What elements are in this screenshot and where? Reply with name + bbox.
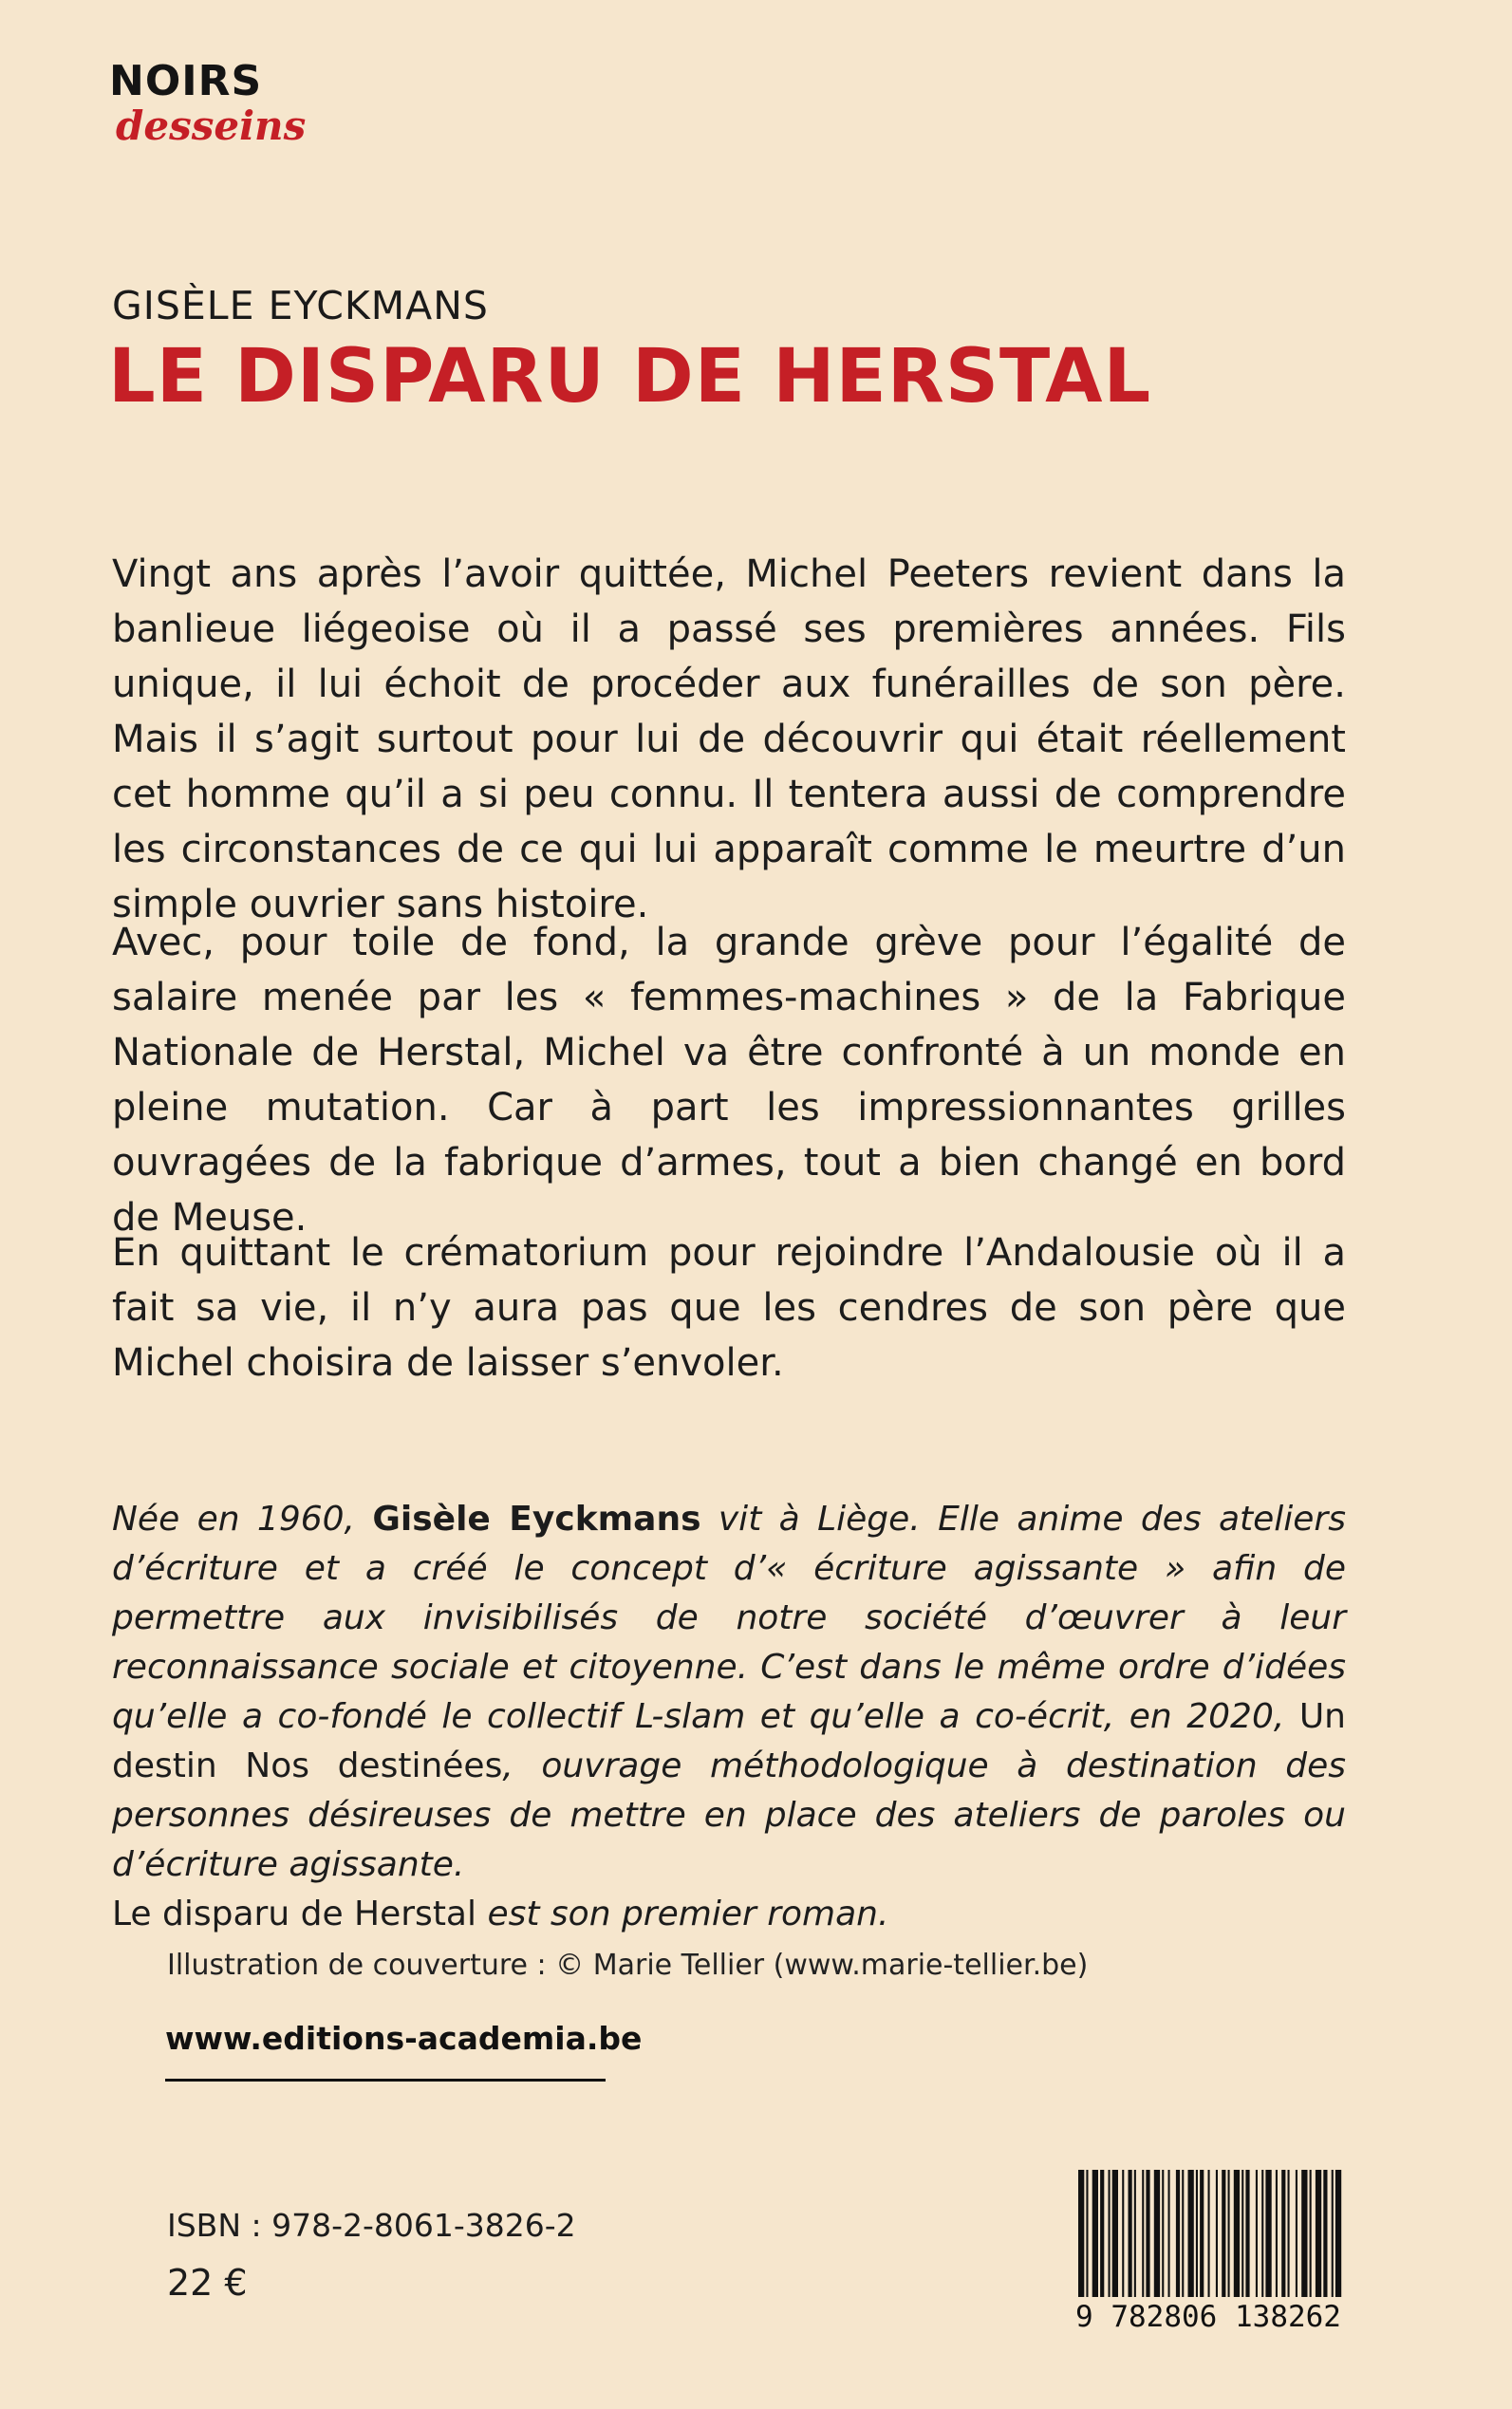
barcode-bar xyxy=(1109,2170,1111,2297)
barcode-bar xyxy=(1265,2170,1271,2297)
barcode-bar xyxy=(1222,2170,1225,2297)
barcode-bar xyxy=(1261,2170,1263,2297)
synopsis-paragraph-2: Avec, pour toile de fond, la grande grève pour l’égalité de salaire menée par les « femmes-machines » de la Fabrique Nationale de Herstal, Michel va être confronté à un monde en pleine mutation. Car à part les impressionnantes grilles ouvragées de la fabrique d’armes, tout a bien changé en bord de Meuse. xyxy=(112,921,1346,1240)
barcode-bar xyxy=(1241,2170,1243,2297)
barcode-bar xyxy=(1323,2170,1327,2297)
publisher-logo-desseins: desseins xyxy=(116,103,307,149)
barcode-bar xyxy=(1154,2170,1160,2297)
cover-illustration-credit: Illustration de couverture : © Marie Tellier (www.marie-tellier.be) xyxy=(167,1949,1089,1982)
bio-author-name: Gisèle Eyckmans xyxy=(372,1500,701,1539)
barcode-bar xyxy=(1142,2170,1144,2297)
barcode-bar xyxy=(1168,2170,1170,2297)
barcode-bar xyxy=(1078,2170,1084,2297)
barcode-bar xyxy=(1196,2170,1198,2297)
barcode-bar xyxy=(1092,2170,1098,2297)
barcode-bar xyxy=(1281,2170,1285,2297)
barcode-bar xyxy=(1234,2170,1240,2297)
bio-last-line xyxy=(112,1890,1346,1939)
barcode-bar xyxy=(1134,2170,1136,2297)
barcode-bar xyxy=(1316,2170,1321,2297)
barcode-digits: 9 782806 138262 xyxy=(1075,2300,1341,2334)
barcode-bar xyxy=(1146,2170,1149,2297)
isbn-label: ISBN : 978-2-8061-3826-2 xyxy=(167,2207,576,2244)
barcode-bar xyxy=(1216,2170,1218,2297)
author-bio xyxy=(112,1495,1346,1939)
website-underline xyxy=(165,2079,606,2082)
barcode-bars-icon xyxy=(1071,2166,1346,2299)
barcode-bar xyxy=(1228,2170,1230,2297)
barcode-bar xyxy=(1296,2170,1297,2297)
barcode-bar xyxy=(1276,2170,1278,2297)
barcode-bar xyxy=(1182,2170,1184,2297)
barcode-bar xyxy=(1162,2170,1164,2297)
barcode-bar xyxy=(1112,2170,1118,2297)
barcode-bar xyxy=(1332,2170,1334,2297)
bio-text-2: vit à Liège. Elle anime des ateliers d’écriture et a créé le concept d’« écriture agissante » afin de permettre aux invisibilisés de notre société d’œuvrer à leur reconnaissance sociale et citoyenne. C’est dans le même ordre d’idées qu’elle a co-fondé le collectif L-slam et qu’elle a co-écrit, en 2020, xyxy=(112,1500,1346,1736)
bio-novel-title: Le disparu de Herstal xyxy=(112,1895,476,1933)
barcode-bar xyxy=(1310,2170,1312,2297)
price-label: 22 € xyxy=(167,2262,248,2304)
publisher-logo-noirs: NOIRS xyxy=(109,57,263,105)
barcode-bar xyxy=(1100,2170,1104,2297)
barcode-bar xyxy=(1335,2170,1341,2297)
barcode-bar xyxy=(1208,2170,1210,2297)
barcode-bar xyxy=(1301,2170,1307,2297)
barcode-bar xyxy=(1256,2170,1258,2297)
bio-work-title: Un destin Nos destinées xyxy=(112,1697,1346,1785)
barcode-bar xyxy=(1188,2170,1194,2297)
barcode xyxy=(1071,2166,1346,2339)
book-title: LE DISPARU DE HERSTAL xyxy=(108,334,1152,420)
barcode-bar xyxy=(1086,2170,1088,2297)
synopsis-paragraph-3: En quittant le crématorium pour rejoindre l’Andalousie où il a fait sa vie, il n’y aura pas que les cendres de son père que Michel choisira de laisser s’envoler. xyxy=(112,1231,1346,1385)
author-name: GISÈLE EYCKMANS xyxy=(112,283,489,328)
synopsis-paragraph-1: Vingt ans après l’avoir quittée, Michel Peeters revient dans la banlieue liégeoise où il a passé ses premières années. Fils unique, il lui échoit de procéder aux funérailles de son père. Mais il s’agit surtout pour lui de découvrir qui était réellement cet homme qu’il a si peu connu. Il tentera aussi de comprendre les circonstances de ce qui lui apparaît comme le meurtre d’un simple ouvrier sans histoire. xyxy=(112,552,1346,926)
bio-text-4: est son premier roman. xyxy=(476,1895,889,1933)
publisher-website[interactable]: www.editions-academia.be xyxy=(165,2020,643,2057)
barcode-bar xyxy=(1129,2170,1132,2297)
barcode-bar xyxy=(1200,2170,1204,2297)
bio-text-3: , ouvrage méthodologique à destination des personnes désireuses de mettre en place des ateliers de paroles ou d’écriture agissante. xyxy=(112,1746,1346,1884)
bio-text-1: Née en 1960, xyxy=(112,1500,373,1539)
barcode-bar xyxy=(1122,2170,1124,2297)
barcode-bar xyxy=(1288,2170,1290,2297)
barcode-bar xyxy=(1176,2170,1180,2297)
barcode-bar xyxy=(1245,2170,1249,2297)
